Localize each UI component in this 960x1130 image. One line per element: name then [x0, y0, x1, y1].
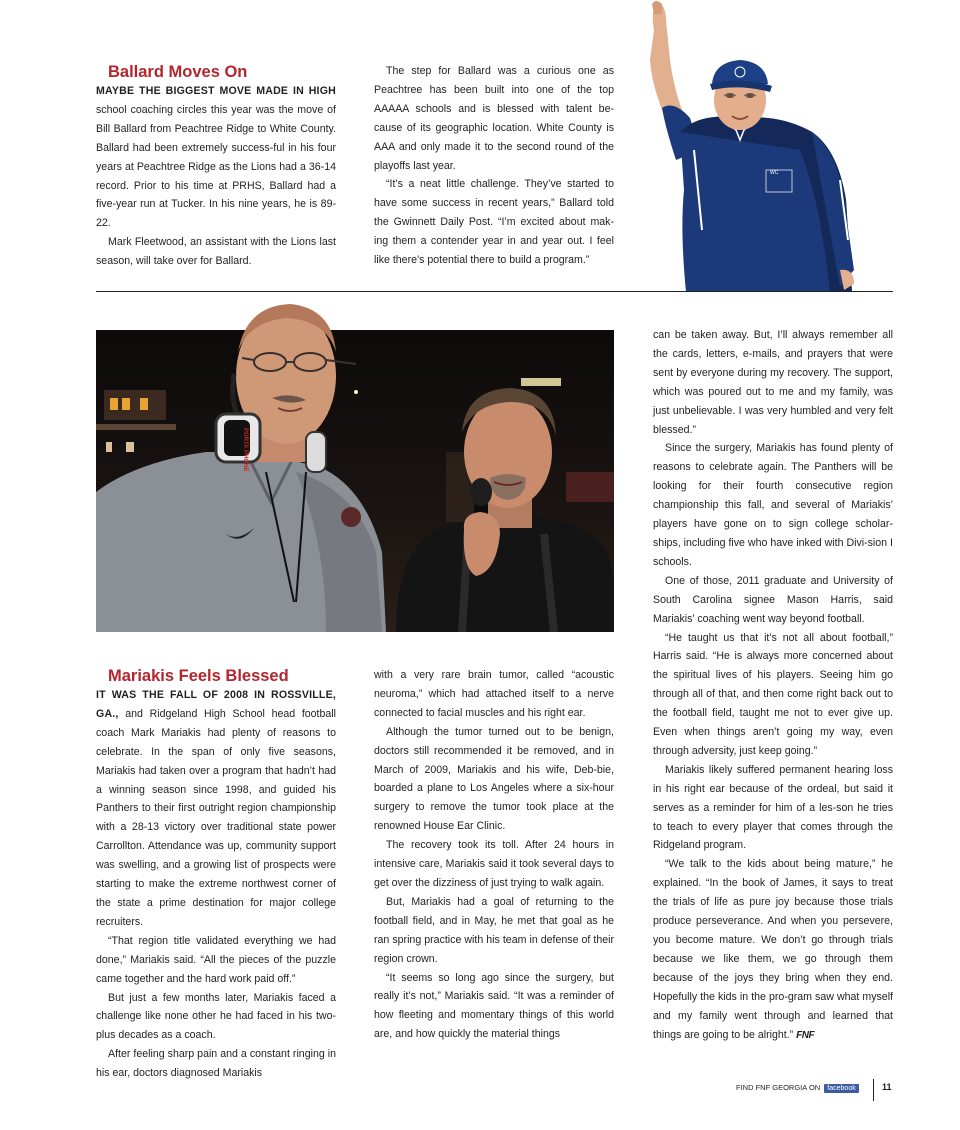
page-number: 11 — [882, 1082, 892, 1092]
mariakis-paragraph: One of those, 2011 graduate and University of South Carolina signee Mason Harris, said Mariakis’ coaching went way beyond football. — [653, 574, 893, 625]
mariakis-paragraph: Since the surgery, Mariakis has found plenty of reasons to celebrate again. The Panthers will be looking for their fourth consecutive region championship this fall, and several of Mariakis’ players have gone on to sign college scholar-ships, including five who have inked with Divi-sion I schools. — [653, 442, 893, 568]
mariakis-paragraph: After feeling sharp pain and a constant ringing in his ear, doctors diagnosed Mariakis — [96, 1048, 336, 1080]
mariakis-final-text: “We talk to the kids about being mature,” he explained. “In the book of James, it says to treat the trials of life as pure joy because those trials produce perseverance. And when you persevere, you become mature. We don’t go through trials because we like them, we go through them because of the joys they bring when they end. Hopefully the kids in the pro-gram saw what myself and my family went through and learned that things are going to be alright.” — [653, 858, 893, 1041]
mariakis-paragraph: The recovery took its toll. After 24 hours in intensive care, Mariakis said it took several days to get over the dizziness of just trying to walk again. — [374, 839, 614, 889]
footer-find-text: FIND — [736, 1083, 754, 1092]
ballard-lead-caps: MAYBE THE BIGGEST MOVE MADE IN HIGH — [96, 85, 336, 97]
ballard-column-1 — [96, 62, 336, 271]
mariakis-column-1 — [96, 666, 336, 1083]
mariakis-lead-rest: and Ridgeland High School head football coach Mark Mariakis had plenty of reasons to celebrate. In the span of only five seasons, Mariakis had taken over a program that hadn’t had a winning season since 1998, and guided his Panthers to their first outright region championship with a 28-13 victory over traditional state power Carrollton. Attendance was up, community support was swelling, and a growing list of prospects were starting to make the extreme northwest corner of the state a prime destination for major college recruiters. — [96, 707, 336, 928]
mariakis-headline: Mariakis Feels Blessed — [108, 667, 289, 685]
facebook-icon[interactable]: facebook — [824, 1084, 858, 1093]
mariakis-paragraph: But just a few months later, Mariakis faced a challenge like none other he had faced in his two-plus decades as a coach. — [96, 991, 336, 1042]
mariakis-paragraph: “He taught us that it’s not all about football,” Harris said. “He is always more concerned about the spiritual lives of his players. Seeing him go through all of that, and then come right back out to the football field, taught me not to ever give up. Even when things aren’t going my way, even through adversity, just keep going.” — [653, 631, 893, 757]
ballard-headline: Ballard Moves On — [108, 63, 248, 81]
ballard-paragraph: “It’s a neat little challenge. They’ve started to have some success in recent years,” Ballard told the Gwinnett Daily Post. “I’m excited about mak-ing them a contender year in and year out. I feel like there’s potential there to build a program.” — [374, 178, 614, 267]
headset-label: PORTA PHONE — [242, 428, 248, 472]
fnf-signoff-logo: FNF — [796, 1029, 815, 1041]
ballard-photo — [640, 0, 860, 292]
mariakis-lead-paragraph — [96, 686, 336, 932]
mariakis-lead-caps: IT WAS THE FALL OF 2008 IN ROSSVILLE, GA., — [96, 689, 336, 720]
mariakis-paragraph: Mariakis likely suffered permanent hearing loss in his right ear because of the ordeal, but said it serves as a reminder for him of a les-son he tries to teach to every player that comes through the Ridgeland program. — [653, 763, 893, 852]
mariakis-paragraph: with a very rare brain tumor, called “acoustic neuroma,” which had attached itself to a nerve connected to facial muscles and his right ear. — [374, 669, 614, 719]
ballard-lead-rest: school coaching circles this year was the move of Bill Ballard from Peachtree Ridge to White County. Ballard had been extremely success-ful in his four years at Peachtree Ridge as the Lions had a 36-14 record. Prior to his time at PRHS, Ballard had a five-year run at Tucker. In his nine years, he is 89-22. — [96, 103, 336, 230]
mariakis-photo — [96, 302, 614, 632]
footer-on-text: ON — [808, 1083, 821, 1092]
footer-facebook-promo[interactable] — [736, 1083, 859, 1093]
svg-text:WC: WC — [770, 170, 779, 176]
footer-brand: FNF GEORGIA — [755, 1083, 807, 1092]
mariakis-column-2 — [374, 666, 614, 1044]
mariakis-column-3 — [653, 326, 893, 1045]
ballard-lead-paragraph — [96, 82, 336, 233]
mariakis-paragraph: Although the tumor turned out to be benign, doctors still recommended it be removed, and in March of 2009, Mariakis and his wife, Deb-bie, boarded a plane to Los Angeles where a six-hour surgery to remove the tumor took place at the renowned House Ear Clinic. — [374, 725, 614, 833]
mariakis-paragraph: But, Mariakis had a goal of returning to the football field, and in May, he met that goal as he ran spring practice with his team in defense of their region crown. — [374, 895, 614, 965]
ballard-column-2 — [374, 62, 614, 270]
section-divider — [96, 291, 893, 292]
ballard-paragraph: The step for Ballard was a curious one as Peachtree has been built into one of the top AAAAA schools and is blessed with talent be-cause of its geographic location. White County is AAA and only made it to the second round of the playoffs last year. — [374, 65, 614, 172]
mariakis-paragraph: “It seems so long ago since the surgery, but really it’s not,” Mariakis said. “It was a reminder of how fleeting and momentary things of this world are, and how quickly the material things — [374, 971, 614, 1041]
mariakis-paragraph: can be taken away. But, I’ll always remember all the cards, letters, e-mails, and prayers that were sent by everyone during my recovery. The support, which was poured out to me and my family, was just unbelievable. I was very humbled and very felt blessed.” — [653, 329, 893, 436]
mariakis-paragraph — [653, 855, 893, 1045]
ballard-paragraph: Mark Fleetwood, an assistant with the Lions last season, will take over for Ballard. — [96, 236, 336, 268]
mariakis-paragraph: “That region title validated everything we had done,” Mariakis said. “All the pieces of the puzzle came together and the hard work paid off.” — [96, 934, 336, 985]
footer-divider — [873, 1079, 874, 1101]
